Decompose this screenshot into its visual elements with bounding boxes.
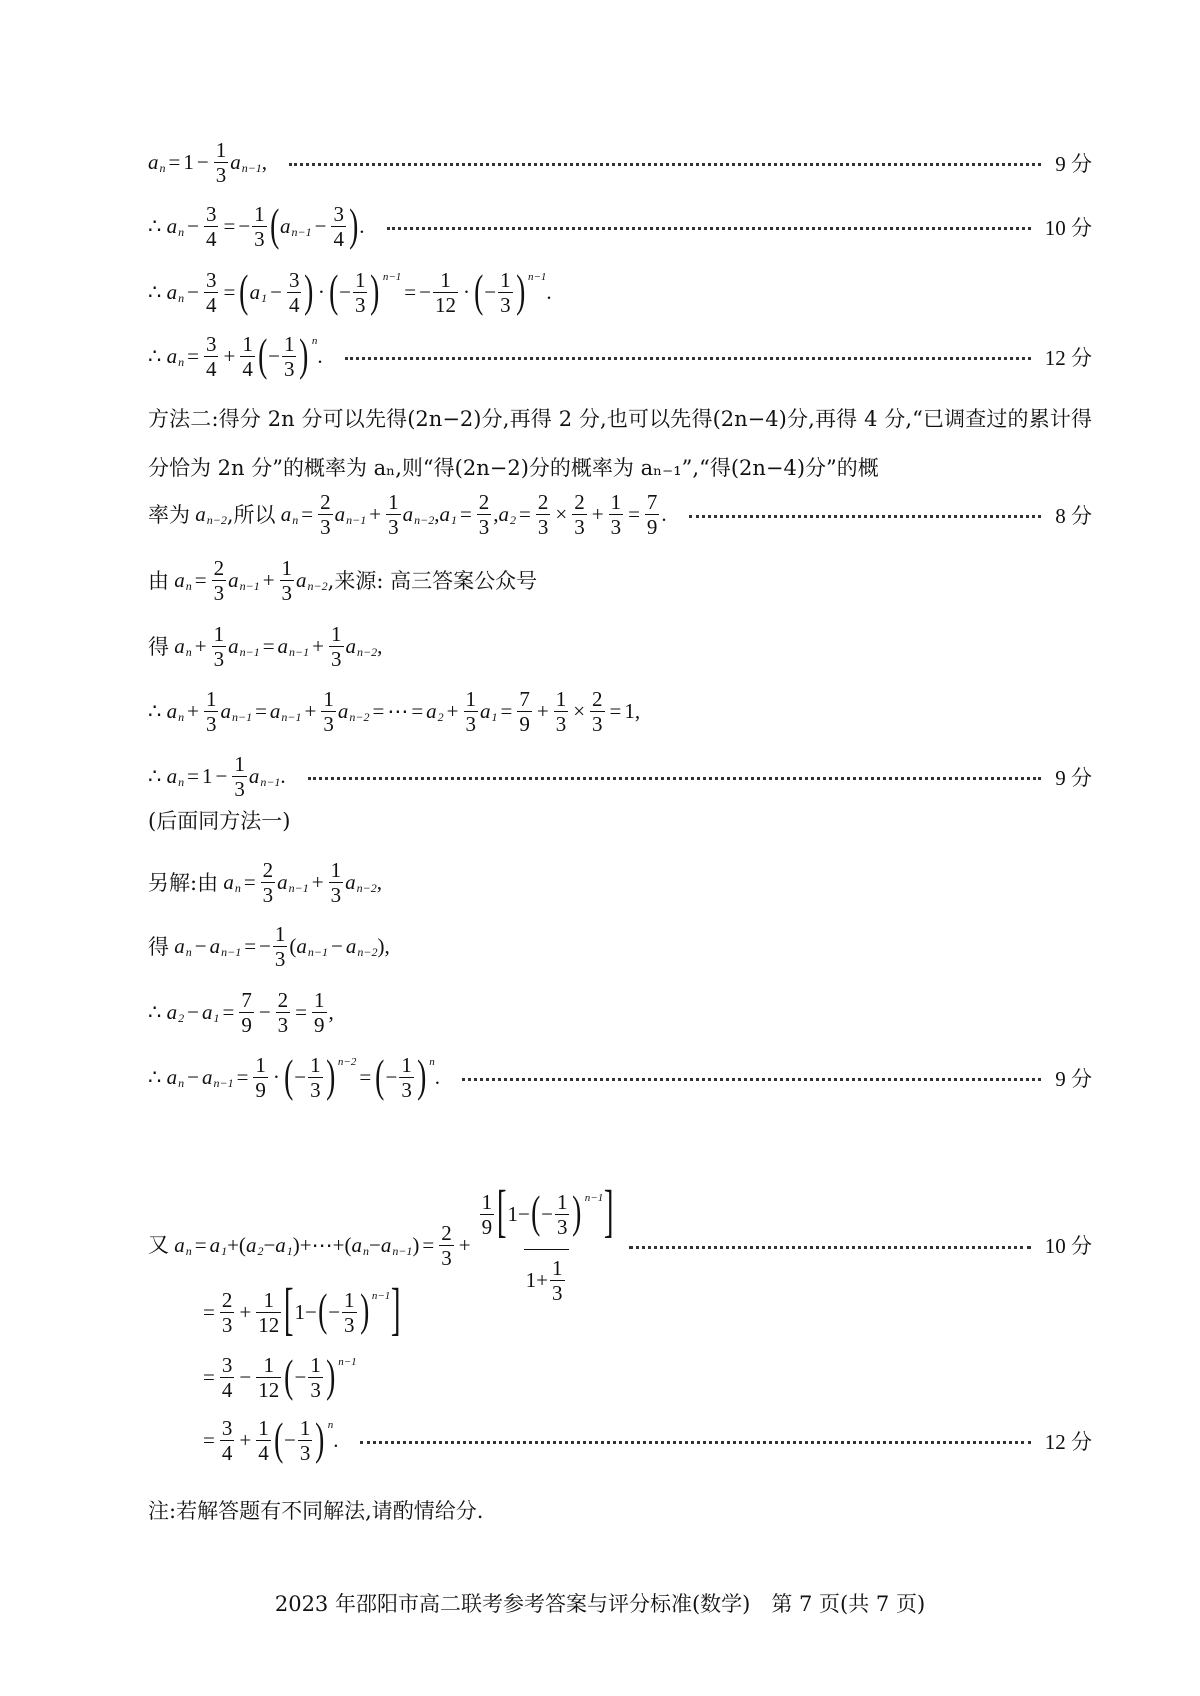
dot-leader	[308, 777, 1042, 780]
dot-leader	[289, 163, 1041, 166]
text-prefix: 另解:由	[148, 870, 219, 895]
formula-line-18: 又 a n = a 1 +( a 2 − a 1 )+⋯+( a n − a n−1 ) = $\frac{2}{3}$ + $\frac{1}{9}$ [ 1− ( − $\frac{1}{3}$ ) n−1 ] 1+ $\frac{1}{3}$ 10 分	[148, 1178, 1092, 1305]
text-prefix: 由	[148, 568, 169, 593]
formula-line-16: ∴ a 2 − a 1 = $\frac{7}{9}$ − $\frac{2}{3}$ = $\frac{1}{9}$ ,	[148, 988, 334, 1037]
formula-line-10: 得 a n + $\frac{1}{3}$ a n−1 = a n−1 + $\frac{1}{3}$ a n−2 ,	[148, 622, 383, 671]
formula-line-19: = $\frac{2}{3}$ + $\frac{1}{12}$ [ 1− ( − $\frac{1}{3}$ ) n−1 ]	[203, 1276, 401, 1341]
score-label: 9 分	[1055, 765, 1092, 790]
formula-line-14: 另解:由 a n = $\frac{2}{3}$ a n−1 + $\frac{1}{3}$ a n−2 ,	[148, 858, 382, 907]
formula-line-11: ∴ a n + $\frac{1}{3}$ a n−1 = a n−1 + $\frac{1}{3}$ a n−2 = ⋯ = a 2 + $\frac{1}{3}$ a 1 = $\frac{7}{9}$ + $\frac{1}{3}$ × $\frac{2}{3}$ = 1,	[148, 687, 641, 736]
method2-paragraph: 方法二:得分 2n 分可以先得(2n−2)分,再得 2 分,也可以先得(2n−4)分,再得 4 分,“已调查过的累计得分恰为 2n 分”的概率为 aₙ,则“得(2n−2)分的概率为 aₙ₋₁”,“得(2n−4)分”的概	[148, 407, 1092, 480]
formula-line-2: ∴ a n − $\frac{3}{4}$ = − $\frac{1}{3}$ ( a n−1 − $\frac{3}{4}$ ) . 10 分	[148, 198, 1092, 251]
page-footer: 2023 年邵阳市高二联考参考答案与评分标准(数学) 第 7 页(共 7 页)	[274, 1592, 926, 1616]
formula-line-17: ∴ a n − a n−1 = $\frac{1}{9}$ · ( − $\frac{1}{3}$ ) n−2 = ( − $\frac{1}{3}$ ) n . 9 分	[148, 1049, 1092, 1102]
dot-leader	[345, 357, 1031, 360]
formula-line-15: 得 a n − a n−1 = − $\frac{1}{3}$ ( a n−1 − a n−2 ),	[148, 922, 390, 971]
score-label: 8 分	[1055, 503, 1092, 528]
formula-line-9: 由 a n = $\frac{2}{3}$ a n−1 + $\frac{1}{3}$ a n−2 ,来源: 高三答案公众号	[148, 556, 538, 605]
dot-leader	[387, 227, 1031, 230]
text-mid: ,所以	[226, 502, 276, 527]
formula-line-21: = $\frac{3}{4}$ + $\frac{1}{4}$ ( − $\frac{1}{3}$ ) n . 12 分	[203, 1412, 1092, 1465]
text-prefix: 得	[148, 934, 169, 959]
formula-line-12: ∴ a n = 1 − $\frac{1}{3}$ a n−1 . 9 分	[148, 752, 1092, 801]
note-text: 注:若解答题有不同解法,请酌情给分.	[148, 1499, 484, 1523]
score-label: 12 分	[1044, 345, 1092, 370]
score-label: 9 分	[1055, 151, 1092, 176]
dot-leader	[629, 1246, 1031, 1249]
same-as-method1	[148, 798, 1092, 844]
score-label: 9 分	[1055, 1066, 1092, 1091]
note-text: (后面同方法一)	[148, 809, 291, 833]
formula-line-8: 率为 a n−2 ,所以 a n = $\frac{2}{3}$ a n−1 + $\frac{1}{3}$ a n−2 , a 1 = $\frac{2}{3}$ , a 2 = $\frac{2}{3}$ × $\frac{2}{3}$ + $\frac{1}{3}$ = $\frac{7}{9}$ . 8 分	[148, 490, 1092, 539]
formula-line-1: a n = 1 − $\frac{1}{3}$ a n−1 , 9 分	[148, 138, 1092, 187]
formula-line-3: ∴ a n − $\frac{3}{4}$ = ( a 1 − $\frac{3}{4}$ ) · ( − $\frac{1}{3}$ ) n−1 = − $\frac{1}{12}$ · ( − $\frac{1}{3}$ ) n−1 .	[148, 264, 552, 317]
dot-leader	[462, 1078, 1041, 1081]
source-text: ,来源: 高三答案公众号	[327, 568, 538, 593]
text-prefix: 得	[148, 634, 169, 659]
note-line	[148, 1488, 1092, 1534]
text-prefix: 又	[148, 1233, 169, 1257]
formula-line-4: ∴ a n = $\frac{3}{4}$ + $\frac{1}{4}$ ( − $\frac{1}{3}$ ) n . 12 分	[148, 328, 1092, 381]
text-prefix: 率为	[148, 502, 190, 527]
dot-leader	[689, 515, 1042, 518]
formula-line-20: = $\frac{3}{4}$ − $\frac{1}{12}$ ( − $\frac{1}{3}$ ) n−1	[203, 1349, 357, 1402]
score-label: 10 分	[1044, 1234, 1092, 1258]
score-label: 12 分	[1044, 1429, 1092, 1454]
score-label: 10 分	[1044, 215, 1092, 240]
dot-leader	[360, 1441, 1030, 1444]
